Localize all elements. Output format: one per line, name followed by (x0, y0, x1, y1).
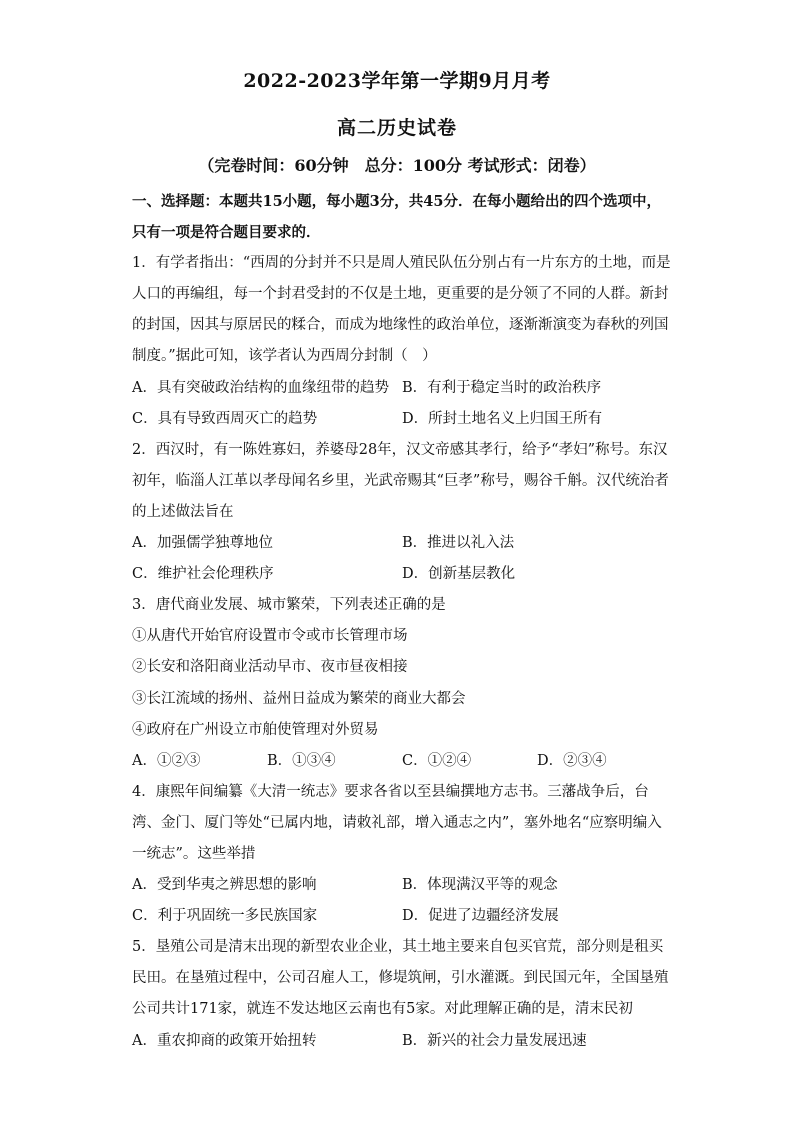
question-1-options (132, 373, 672, 404)
statement-item: ①从唐代开始官府设置市令或市长管理市场 (132, 628, 408, 645)
option-c: C．具有导致西周灭亡的趋势 (132, 410, 318, 427)
option-b: B．新兴的社会力量发展迅速 (402, 1032, 587, 1049)
question-5-stem: 5．垦殖公司是清末出现的新型农业企业，其土地主要来自包买官荒，部分则是租买民田。在垦殖过程中，公司召雇人工，修堤筑闸，引水灌溉。到民国元年，全国垦殖公司共计171家，就连不发达地区云南也有5家。对此理解正确的是，清末民初 (132, 939, 669, 1018)
option-a: A．加强儒学独尊地位 (132, 535, 273, 552)
statement-item: ②长安和洛阳商业活动早市、夜市昼夜相接 (132, 659, 408, 676)
option-d: D．②③④ (537, 752, 607, 769)
question-3-stem: 3．唐代商业发展、城市繁荣，下列表述正确的是 (132, 597, 446, 614)
option-a: A．受到华夷之辨思想的影响 (132, 877, 317, 894)
exam-title: 2022-2023学年第一学期9月月考 (243, 70, 551, 92)
option-b: B．推进以礼入法 (402, 535, 515, 552)
question-1-options (132, 404, 672, 435)
question-1-stem: 1．有学者指出：“西周的分封并不只是周人殖民队伍分别占有一片东方的土地，而是人口的再编组，每一个封君受封的不仅是土地，更重要的是分领了不同的人群。新封的封国，因其与原居民的糅合，而成为地缘性的政治单位，逐渐渐演变为春秋的列国制度。”据此可知，该学者认为西周分封制（ ） (132, 255, 671, 365)
option-b: B．体现满汉平等的观念 (402, 877, 558, 894)
option-d: D．促进了边疆经济发展 (402, 908, 559, 925)
exam-meta: （完卷时间：60分钟 总分：100分 考试形式：闭卷） (198, 156, 596, 175)
option-c: C．①②④ (402, 752, 472, 769)
option-a: A．重农抑商的政策开始扭转 (132, 1032, 317, 1049)
question-2-stem: 2．西汉时，有一陈姓寡妇，养婆母28年，汉文帝感其孝行，给予“孝妇”称号。东汉初年，临淄人江革以孝母闻名乡里，光武帝赐其“巨孝”称号，赐谷千斛。汉代统治者的上述做法旨在 (132, 441, 669, 520)
statement-item: ④政府在广州设立市舶使管理对外贸易 (132, 721, 379, 738)
option-a: A．具有突破政治结构的血缘纽带的趋势 (132, 379, 389, 396)
option-a: A．①②③ (132, 752, 201, 769)
exam-subtitle: 高二历史试卷 (336, 117, 457, 139)
question-2-options (132, 528, 672, 559)
option-b: B．有利于稳定当时的政治秩序 (402, 379, 602, 396)
option-c: C．维护社会伦理秩序 (132, 566, 274, 583)
option-d: D．所封土地名义上归国王所有 (402, 410, 603, 427)
question-3-options (132, 746, 672, 777)
question-4-stem: 4．康熙年间编纂《大清一统志》要求各省以至县编撰地方志书。三藩战争后，台湾、金门、厦门等处“已属内地，请敕礼部，增入通志之内”，塞外地名“应察明编入一统志”。这些举措 (132, 783, 662, 862)
option-d: D．创新基层教化 (402, 566, 516, 583)
statement-item: ③长江流域的扬州、益州日益成为繁荣的商业大都会 (132, 690, 466, 707)
option-c: C．利于巩固统一多民族国家 (132, 908, 318, 925)
question-5-options (132, 1026, 672, 1057)
exam-body (132, 186, 672, 1057)
question-2-options (132, 559, 672, 590)
question-4-options (132, 870, 672, 901)
option-b: B．①③④ (267, 752, 336, 769)
section-heading: 一、选择题：本题共15小题，每小题3分，共45分．在每小题给出的四个选项中，只有一项是符合题目要求的． (132, 193, 661, 242)
question-4-options (132, 901, 672, 932)
